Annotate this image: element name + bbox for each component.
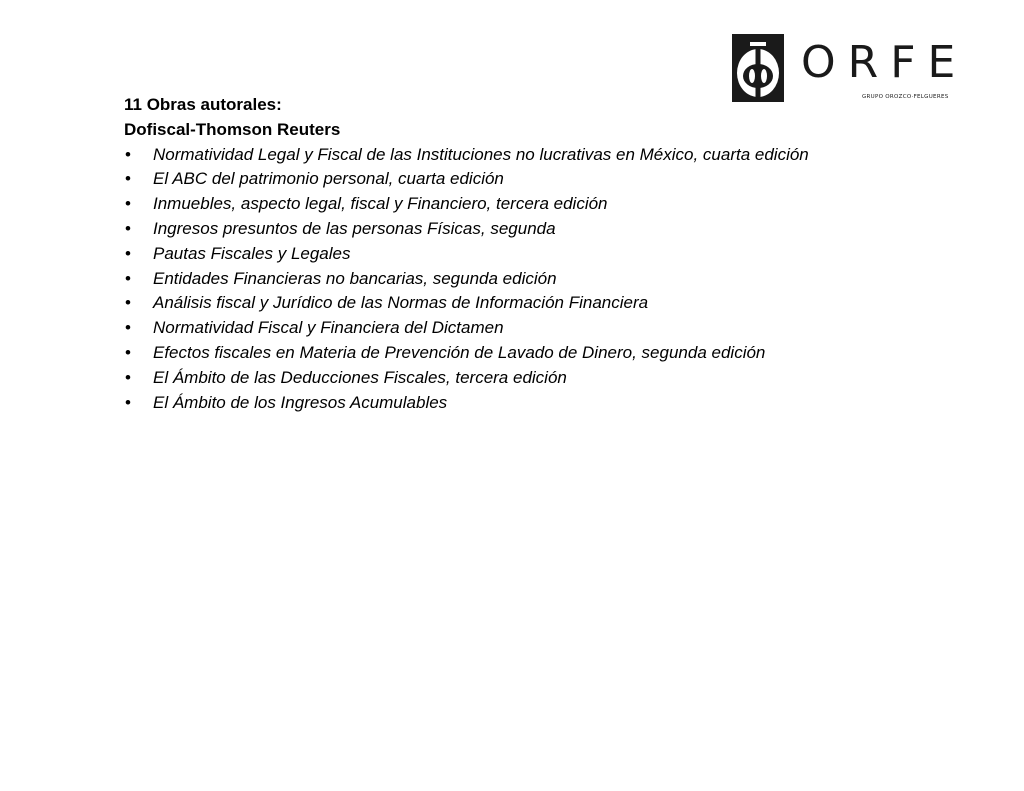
list-item	[124, 217, 944, 242]
list-item	[124, 242, 944, 267]
list-item	[124, 192, 944, 217]
work-title: Normatividad Legal y Fiscal de las Instituciones no lucrativas en México, cuarta edición	[153, 144, 809, 164]
works-section	[124, 93, 944, 415]
work-title: Normatividad Fiscal y Financiera del Dictamen	[153, 318, 504, 338]
list-item	[124, 267, 944, 292]
work-title: El ABC del patrimonio personal, cuarta edición	[153, 169, 504, 189]
list-item	[124, 391, 944, 416]
bullet-icon: •	[125, 144, 131, 164]
work-title: Entidades Financieras no bancarias, segunda edición	[153, 268, 557, 288]
work-title: El Ámbito de los Ingresos Acumulables	[153, 392, 448, 412]
section-heading: 11 Obras autorales:	[124, 95, 282, 114]
list-item	[124, 366, 944, 391]
bullet-icon: •	[125, 169, 131, 189]
work-title: Pautas Fiscales y Legales	[153, 243, 351, 263]
publisher-heading: Dofiscal-Thomson Reuters	[124, 119, 341, 139]
logo-tagline: GRUPO OROZCO·FELGUERES	[862, 94, 949, 100]
logo-wordmark: ORFE	[801, 37, 968, 88]
works-list	[124, 143, 944, 416]
bullet-icon: •	[125, 218, 131, 238]
list-item	[124, 316, 944, 341]
bullet-icon: •	[125, 392, 131, 412]
bullet-icon: •	[125, 293, 131, 313]
work-title: Ingresos presuntos de las personas Físicas, segunda	[153, 218, 556, 238]
work-title: Efectos fiscales en Materia de Prevención de Lavado de Dinero, segunda edición	[153, 342, 766, 362]
list-item	[124, 291, 944, 316]
work-title: Análisis fiscal y Jurídico de las Normas de Información Financiera	[153, 293, 649, 313]
list-item	[124, 143, 944, 168]
bullet-icon: •	[125, 268, 131, 288]
work-title: El Ámbito de las Deducciones Fiscales, tercera edición	[153, 367, 567, 387]
bullet-icon: •	[125, 367, 131, 387]
list-item	[124, 167, 944, 192]
bullet-icon: •	[125, 342, 131, 362]
list-item	[124, 341, 944, 366]
bullet-icon: •	[125, 194, 131, 214]
bullet-icon: •	[125, 243, 131, 263]
work-title: Inmuebles, aspecto legal, fiscal y Financiero, tercera edición	[153, 194, 608, 214]
bullet-icon: •	[125, 318, 131, 338]
